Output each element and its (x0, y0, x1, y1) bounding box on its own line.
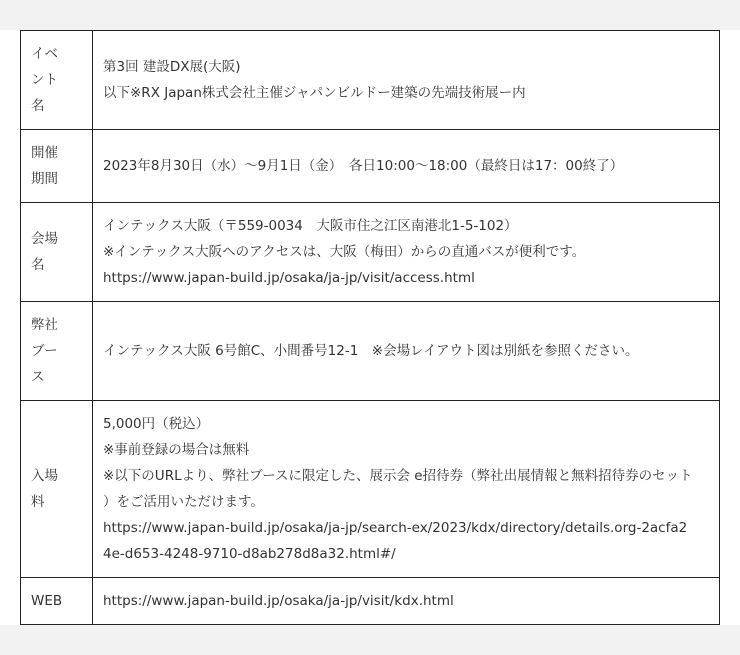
row-label-period (21, 130, 93, 203)
row-value-venue (93, 203, 720, 302)
admission-invite-note-cont: ）をご活用いただけます。 (103, 494, 264, 510)
admission-free-note: ※事前登録の場合は無料 (103, 442, 250, 458)
row-label-booth (21, 302, 93, 401)
label-line: 名 (31, 98, 45, 114)
row-label-venue (21, 203, 93, 302)
table-row-booth (21, 302, 720, 401)
event-title: 第3回 建設DX展(大阪) (103, 59, 241, 75)
row-value-event-name (93, 31, 720, 130)
row-value-web (93, 578, 720, 625)
row-value-period (93, 130, 720, 203)
event-subtitle: 以下※RX Japan株式会社主催ジャパンビルドー建築の先端技術展ー内 (103, 85, 526, 101)
label-line: ブー (31, 343, 58, 359)
venue-access-link[interactable]: https://www.japan-build.jp/osaka/ja-jp/visit/access.html (103, 270, 475, 286)
label-line: イベ (31, 46, 58, 62)
table-row-web (21, 578, 720, 625)
admission-invite-link[interactable]: https://www.japan-build.jp/osaka/ja-jp/search-ex/2023/kdx/directory/details.org-2acfa2 (103, 520, 688, 536)
row-value-admission (93, 401, 720, 578)
admission-invite-note: ※以下のURLより、弊社ブースに限定した、展示会 e招待券（弊社出展情報と無料招待券のセット (103, 468, 693, 484)
admission-price: 5,000円（税込） (103, 416, 210, 432)
label-line: 開催 (31, 145, 58, 161)
label-line: WEB (31, 593, 63, 609)
label-line: 弊社 (31, 317, 58, 333)
label-line: ント (31, 72, 58, 88)
booth-location: インテックス大阪 6号館C、小間番号12-1 ※会場レイアウト図は別紙を参照ください。 (103, 343, 639, 359)
row-label-event-name (21, 31, 93, 130)
admission-invite-link-cont[interactable]: 4e-d653-4248-9710-d8ab278d8a32.html#/ (103, 546, 396, 562)
label-line: 会場 (31, 231, 58, 247)
row-value-booth (93, 302, 720, 401)
table-row-period (21, 130, 720, 203)
table-row-venue (21, 203, 720, 302)
venue-address: インテックス大阪（〒559-0034 大阪市住之江区南港北1-5-102） (103, 218, 518, 234)
label-line: 入場 (31, 468, 58, 484)
label-line: 期間 (31, 171, 58, 187)
document-sheet (0, 30, 740, 625)
venue-access-note: ※インテックス大阪へのアクセスは、大阪（梅田）からの直通バスが便利です。 (103, 244, 586, 260)
event-website-link[interactable]: https://www.japan-build.jp/osaka/ja-jp/visit/kdx.html (103, 593, 454, 609)
event-dates: 2023年8月30日（水）〜9月1日（金） 各日10:00〜18:00（最終日は17：00終了） (103, 158, 624, 174)
table-row-admission (21, 401, 720, 578)
event-info-table (20, 30, 720, 625)
row-label-web (21, 578, 93, 625)
label-line: ス (31, 369, 45, 385)
label-line: 料 (31, 494, 45, 510)
table-row-event-name (21, 31, 720, 130)
row-label-admission (21, 401, 93, 578)
label-line: 名 (31, 257, 45, 273)
